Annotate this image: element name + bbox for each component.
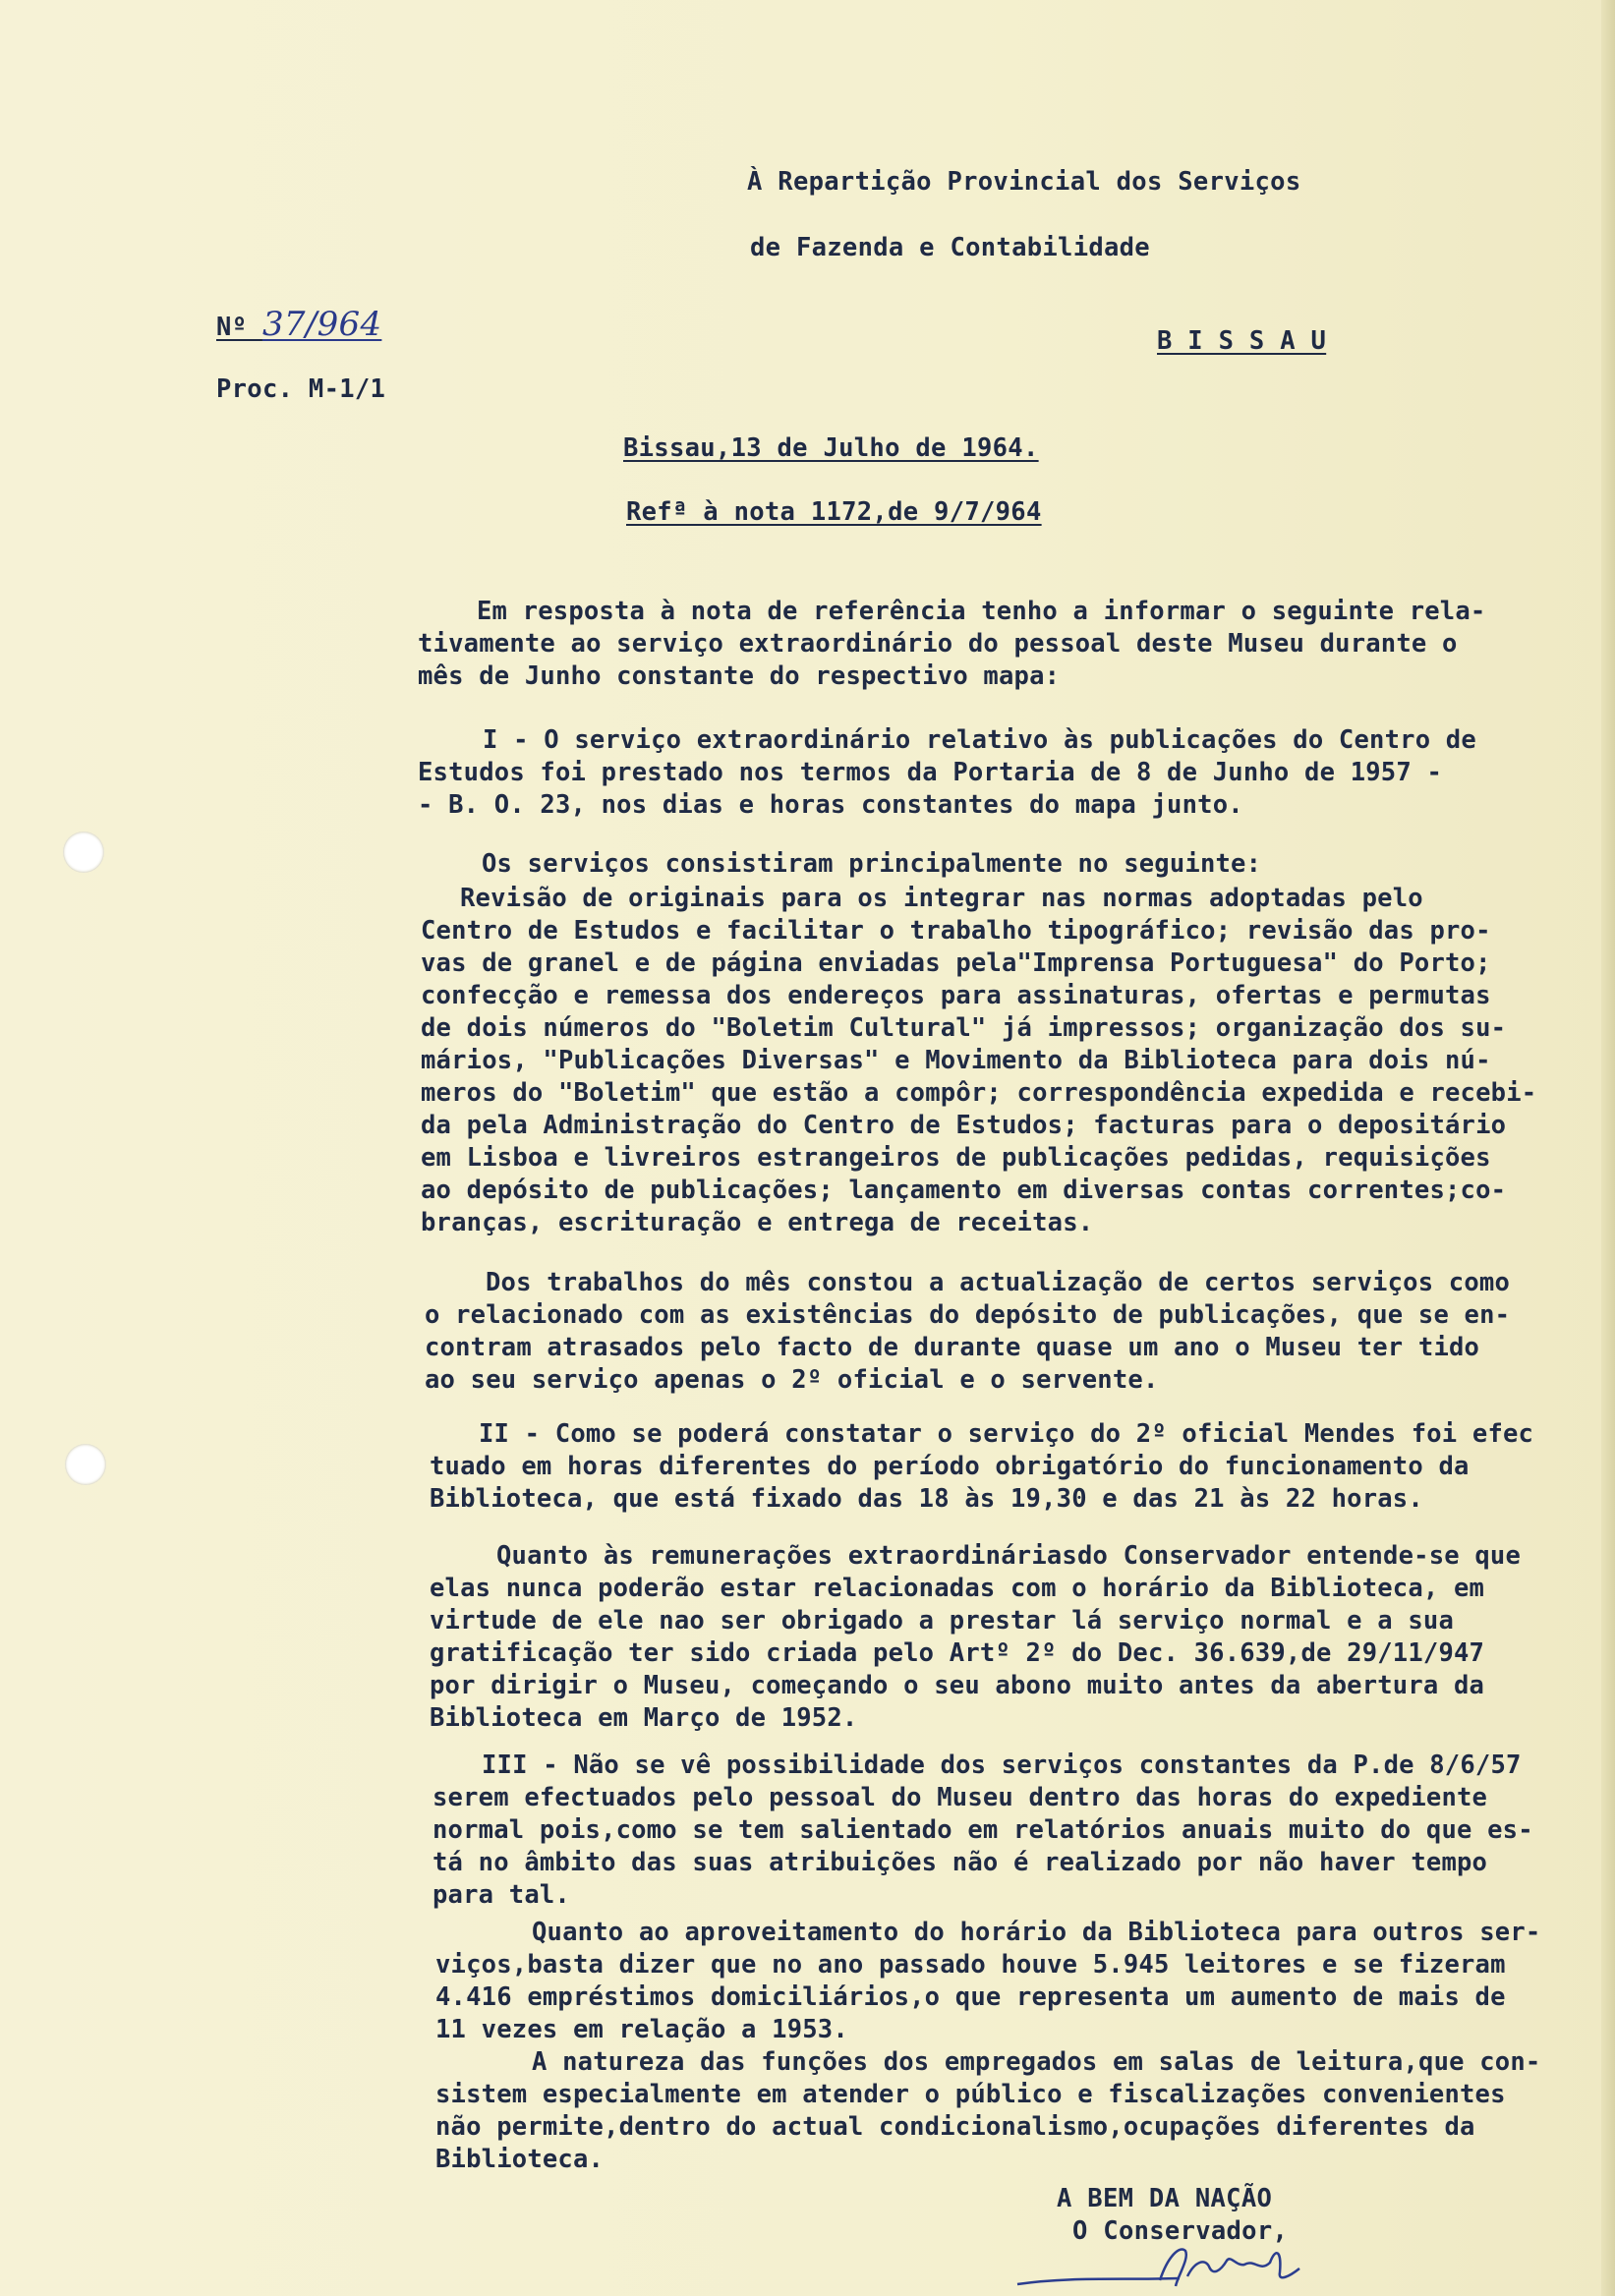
- paper-edge: [1601, 0, 1615, 2296]
- paragraph-4: [421, 883, 1536, 1239]
- paragraph-1-line: mês de Junho constante do respectivo mapa:: [418, 661, 1061, 691]
- paragraph-10-line: sistem especialmente em atender o público e fiscalizações convenientes: [435, 2080, 1506, 2109]
- paragraph-9-line: 4.416 empréstimos domiciliários,o que representa um aumento de mais de: [435, 1982, 1506, 2012]
- paragraph-4-line: em Lisboa e livreiros estrangeiros de publicações pedidas, requisições: [421, 1143, 1491, 1173]
- paragraph-4-line: meros do "Boletim" que estão a compôr; correspondência expedida e recebi-: [421, 1078, 1537, 1108]
- paragraph-9-line: viços,basta dizer que no ano passado houve 5.945 leitores e se fizeram: [435, 1950, 1506, 1980]
- paragraph-8-line: para tal.: [433, 1880, 570, 1910]
- signature: [1012, 2237, 1337, 2296]
- paragraph-9: [435, 1917, 1540, 2046]
- paragraph-6: [430, 1418, 1533, 1516]
- paragraph-2-line: Estudos foi prestado nos termos da Portaria de 8 de Junho de 1957 -: [418, 758, 1443, 787]
- paragraph-8-line: tá no âmbito das suas atribuições não é realizado por não haver tempo: [433, 1848, 1488, 1877]
- handwritten-number: 37/964: [261, 305, 382, 344]
- paragraph-4-line: da pela Administração do Centro de Estudos; facturas para o depositário: [421, 1111, 1507, 1140]
- letter-date: Bissau,13 de Julho de 1964.: [623, 433, 1039, 463]
- paragraph-2: [418, 724, 1476, 822]
- paragraph-5-line: Dos trabalhos do mês constou a actualização de certos serviços como: [486, 1268, 1511, 1297]
- paragraph-8: [433, 1750, 1533, 1912]
- punch-hole-bottom: [65, 1444, 106, 1485]
- paragraph-4-line: Revisão de originais para os integrar nas normas adoptadas pelo: [460, 884, 1423, 913]
- addressee-line-1: À Repartição Provincial dos Serviços: [747, 167, 1301, 197]
- paragraph-4-line: confecção e remessa dos endereços para assinaturas, ofertas e permutas: [421, 981, 1491, 1010]
- paragraph-9-line: 11 vezes em relação a 1953.: [435, 2015, 848, 2044]
- paragraph-8-line: serem efectuados pelo pessoal do Museu dentro das horas do expediente: [433, 1783, 1488, 1812]
- paragraph-1-line: Em resposta à nota de referência tenho a informar o seguinte rela-: [477, 597, 1486, 626]
- paragraph-7-line: por dirigir o Museu, começando o seu abono muito antes da abertura da: [430, 1671, 1485, 1700]
- paragraph-3: [482, 848, 1261, 881]
- paragraph-4-line: mários, "Publicações Diversas" e Movimento da Biblioteca para dois nú-: [421, 1046, 1491, 1075]
- paragraph-4-line: vas de granel e de página enviadas pela"Imprensa Portuguesa" do Porto;: [421, 948, 1491, 978]
- paragraph-5-line: ao seu serviço apenas o 2º oficial e o servente.: [425, 1365, 1159, 1395]
- paragraph-10-line: Biblioteca.: [435, 2145, 605, 2174]
- paragraph-7-line: Biblioteca em Março de 1952.: [430, 1703, 858, 1733]
- paragraph-4-line: ao depósito de publicações; lançamento em diversas contas correntes;co-: [421, 1176, 1507, 1205]
- reference-note: Refª à nota 1172,de 9/7/964: [626, 497, 1042, 527]
- paragraph-5-line: contram atrasados pelo facto de durante quase um ano o Museu ter tido: [425, 1333, 1480, 1362]
- paragraph-10-line: A natureza das funções dos empregados em salas de leitura,que con-: [532, 2047, 1541, 2077]
- process-number: Proc. M-1/1: [216, 374, 386, 404]
- paragraph-7: [430, 1540, 1521, 1735]
- paragraph-4-line: branças, escrituração e entrega de receitas.: [421, 1208, 1094, 1237]
- paragraph-7-line: gratificação ter sido criada pelo Artº 2º do Dec. 36.639,de 29/11/947: [430, 1638, 1485, 1668]
- paragraph-1: [418, 596, 1485, 693]
- paragraph-7-line: virtude de ele nao ser obrigado a prestar lá serviço normal e a sua: [430, 1606, 1455, 1636]
- paragraph-10-line: não permite,dentro do actual condicionalismo,ocupações diferentes da: [435, 2112, 1475, 2142]
- reference-number: [216, 305, 381, 344]
- city-heading: B I S S A U: [1157, 326, 1327, 356]
- closing-title: O Conservador,: [1072, 2216, 1289, 2246]
- paragraph-6-line: II - Como se poderá constatar o serviço do 2º oficial Mendes foi efec: [479, 1419, 1534, 1449]
- paragraph-2-line: - B. O. 23, nos dias e horas constantes do mapa junto.: [418, 790, 1243, 820]
- paragraph-2-line: I - O serviço extraordinário relativo às publicações do Centro de: [483, 725, 1476, 755]
- paragraph-8-line: III - Não se vê possibilidade dos serviços constantes da P.de 8/6/57: [482, 1751, 1522, 1780]
- paragraph-7-line: Quanto às remunerações extraordináriasdo Conservador entende-se que: [496, 1541, 1522, 1571]
- paragraph-9-line: Quanto ao aproveitamento do horário da Biblioteca para outros ser-: [532, 1918, 1541, 1947]
- number-prefix: Nº: [216, 313, 262, 342]
- paragraph-5: [425, 1267, 1510, 1397]
- paragraph-5-line: o relacionado com as existências do depósito de publicações, que se en-: [425, 1300, 1511, 1330]
- closing-motto: A BEM DA NAÇÃO: [1057, 2184, 1273, 2213]
- addressee-line-2: de Fazenda e Contabilidade: [750, 233, 1150, 262]
- paragraph-8-line: normal pois,como se tem salientado em relatórios anuais muito do que es-: [433, 1815, 1533, 1845]
- paragraph-3-line: Os serviços consistiram principalmente no seguinte:: [482, 849, 1262, 879]
- paragraph-4-line: de dois números do "Boletim Cultural" já impressos; organização dos su-: [421, 1013, 1507, 1043]
- paragraph-6-line: Biblioteca, que está fixado das 18 às 19,30 e das 21 às 22 horas.: [430, 1484, 1423, 1514]
- punch-hole-top: [63, 832, 104, 873]
- paragraph-1-line: tivamente ao serviço extraordinário do pessoal deste Museu durante o: [418, 629, 1458, 659]
- paragraph-7-line: elas nunca poderão estar relacionadas com o horário da Biblioteca, em: [430, 1574, 1485, 1603]
- paragraph-4-line: Centro de Estudos e facilitar o trabalho tipográfico; revisão das pro-: [421, 916, 1491, 946]
- paragraph-10: [435, 2046, 1540, 2176]
- paragraph-6-line: tuado em horas diferentes do período obrigatório do funcionamento da: [430, 1452, 1470, 1481]
